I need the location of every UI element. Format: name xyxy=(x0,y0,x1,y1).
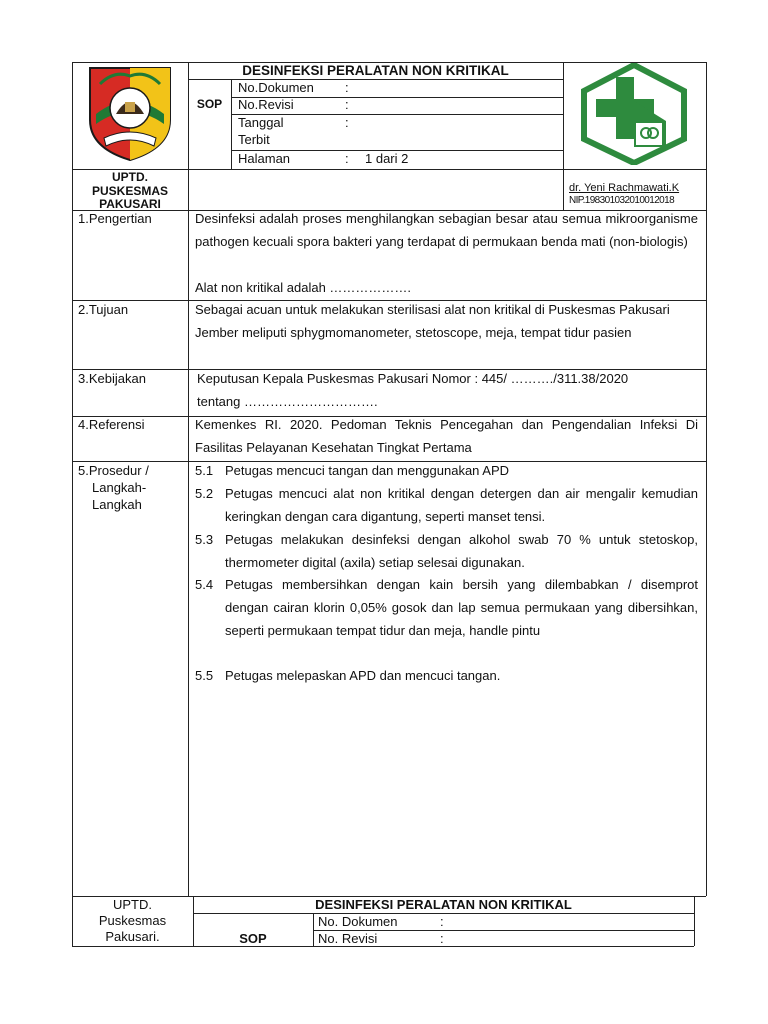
section-label-prosedur-2: Langkah- xyxy=(92,480,147,495)
meta-label-halaman: Halaman xyxy=(238,151,291,166)
footer-meta-label-no-dokumen: No. Dokumen xyxy=(318,914,398,929)
footer-org-line-2: Puskesmas xyxy=(98,913,167,928)
footer-org-line-1: UPTD. xyxy=(113,897,152,912)
meta-label-no-revisi: No.Revisi xyxy=(238,97,294,112)
meta-label-tanggal: Tanggal xyxy=(238,115,284,130)
section-label-pengertian: 1.Pengertian xyxy=(78,211,152,226)
puskesmas-logo xyxy=(580,63,688,165)
section-label-prosedur-1: 5.Prosedur / xyxy=(78,463,149,478)
step-number: 5.3 xyxy=(195,532,214,547)
header-divider-right xyxy=(563,62,564,210)
tujuan-text xyxy=(195,298,698,344)
footer-meta-sep-no-dokumen: : xyxy=(440,914,444,929)
footer-bottom-line xyxy=(72,946,694,947)
footer-org-line-3: Pakusari. xyxy=(105,929,160,944)
regency-coat-of-arms-logo xyxy=(84,64,176,162)
procedure-step xyxy=(195,664,698,687)
step-text: Petugas mencuci alat non kritikal dengan detergen dan air mengalir kemudian keringkan dengan cara digantung, seperti manset tensi. xyxy=(225,486,698,524)
procedure-step xyxy=(195,528,698,574)
meta-sep-tanggal: : xyxy=(345,115,349,130)
step-text: Petugas mencuci tangan dan menggunakan APD xyxy=(225,463,510,478)
footer-meta-sep-no-revisi: : xyxy=(440,931,444,946)
section-line-2 xyxy=(72,369,706,370)
footer-sop-label: SOP xyxy=(239,931,267,946)
section-label-kebijakan: 3.Kebijakan xyxy=(78,371,146,386)
signatory-nip: NIP.198301032010012018 xyxy=(569,195,675,206)
meta-sep-halaman: : xyxy=(345,151,349,166)
step-number: 5.2 xyxy=(195,486,214,501)
step-text: Petugas membersihkan dengan kain bersih yang dilembabkan / disemprot dengan cairan klorin 0,05% gosok dan lap semua permukaan yang dibersihkan, seperti permukaan tempat tidur dan meja, handle pintu xyxy=(225,577,698,638)
meta-label-terbit: Terbit xyxy=(238,132,270,147)
org-line-1: UPTD. xyxy=(112,170,148,184)
org-line-3: PAKUSARI xyxy=(99,197,161,211)
step-text: Petugas melepaskan APD dan mencuci tangan. xyxy=(225,668,501,683)
page-title: DESINFEKSI PERALATAN NON KRITIKAL xyxy=(242,63,509,78)
kebijakan-line-1: Keputusan Kepala Puskesmas Pakusari Nomor : 445/ ………./311.38/2020 xyxy=(197,371,629,386)
header-bottom-line xyxy=(188,169,706,170)
meta-value-halaman: 1 dari 2 xyxy=(365,151,409,166)
section-label-tujuan: 2.Tujuan xyxy=(78,302,129,317)
procedure-step xyxy=(195,573,698,665)
step-number: 5.4 xyxy=(195,577,214,592)
sop-label: SOP xyxy=(196,97,223,111)
footer-title: DESINFEKSI PERALATAN NON KRITIKAL xyxy=(315,897,572,912)
footer-meta-label-no-revisi: No. Revisi xyxy=(318,931,378,946)
kebijakan-line-2: tentang …………………………. xyxy=(197,394,378,409)
section-label-referensi: 4.Referensi xyxy=(78,417,145,432)
header-sop-divider xyxy=(231,79,232,169)
procedure-step xyxy=(195,482,698,528)
meta-label-no-dokumen: No.Dokumen xyxy=(238,80,314,95)
table-border-right xyxy=(706,62,707,896)
pengertian-line-2: Alat non kritikal adalah ………………. xyxy=(195,280,412,295)
footer-border-right xyxy=(694,896,695,946)
step-number: 5.1 xyxy=(195,463,214,478)
pengertian-text: Desinfeksi adalah proses menghilangkan sebagian besar atau semua mikroorganisme pathogen kecuali spora bakteri yang terdapat di permukaan benda mati (non-biologis) xyxy=(195,211,698,249)
referensi-text: Kemenkes RI. 2020. Pedoman Teknis Pencegahan dan Pengendalian Infeksi Di Fasilitas Pelayanan Kesehatan Tingkat Pertama xyxy=(195,417,698,455)
signatory-name: dr. Yeni Rachmawati.K xyxy=(569,182,680,194)
meta-sep-no-dokumen: : xyxy=(345,80,349,95)
section-label-prosedur-3: Langkah xyxy=(92,497,142,512)
step-number: 5.5 xyxy=(195,668,214,683)
org-line-2: PUSKESMAS xyxy=(91,184,168,198)
meta-sep-no-revisi: : xyxy=(345,97,349,112)
procedure-step xyxy=(195,459,698,482)
tujuan-paragraph: Sebagai acuan untuk melakukan sterilisasi alat non kritikal di Puskesmas Pakusari Jember meliputi sphygmomanometer, stetoscope, meja, tempat tidur pasien xyxy=(195,302,670,340)
table-divider-label-column xyxy=(188,62,189,896)
step-text: Petugas melakukan desinfeksi dengan alkohol swab 70 % untuk stetoskop, thermometer digital (axila) setiap selesai digunakan. xyxy=(225,532,698,570)
